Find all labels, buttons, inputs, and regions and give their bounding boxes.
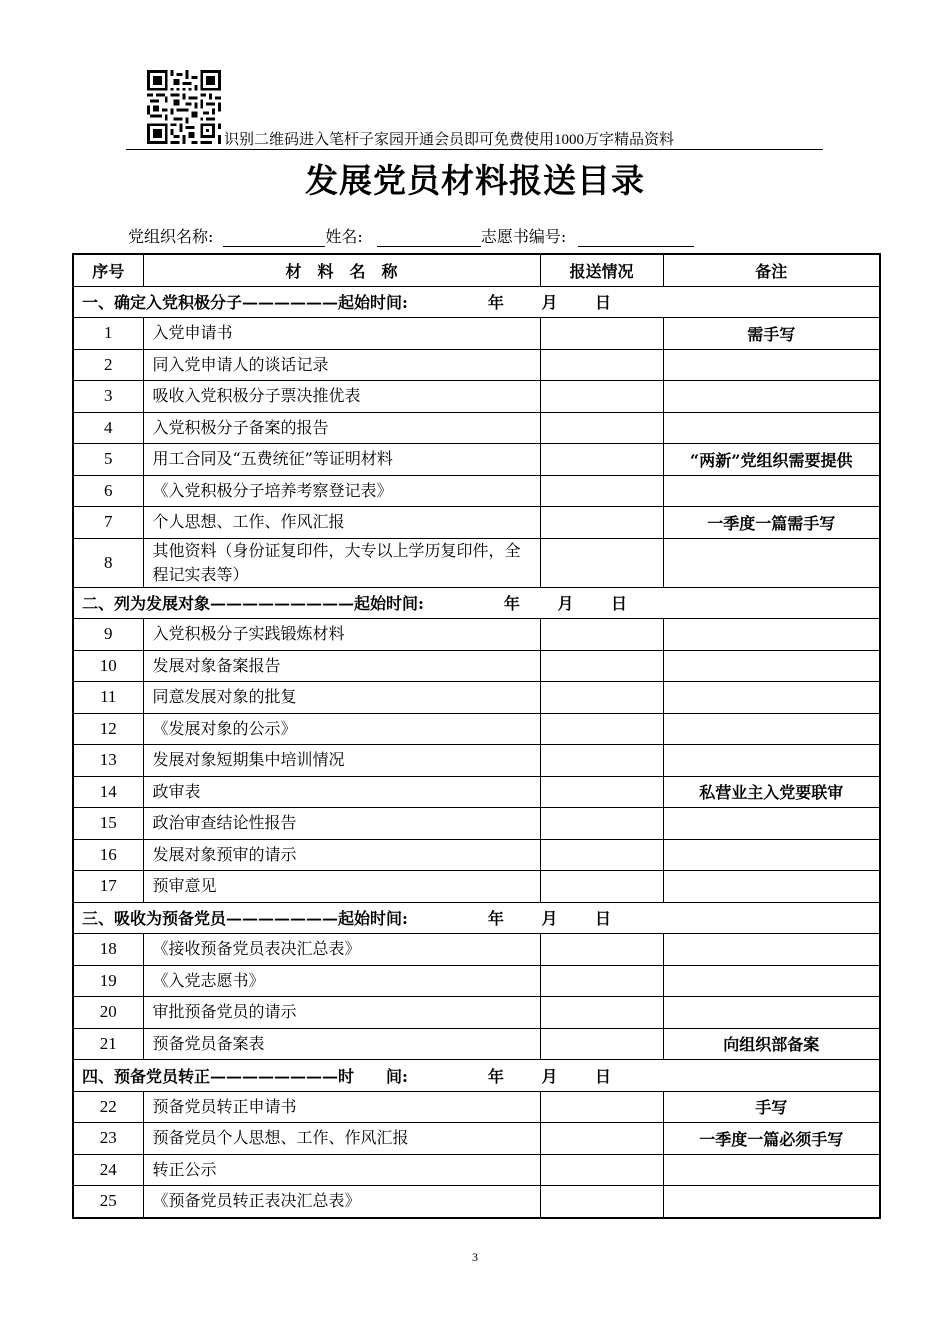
- row-number: 11: [73, 682, 143, 714]
- volunteer-label: 志愿书编号:: [480, 227, 567, 246]
- remark: [663, 412, 880, 444]
- remark: [663, 381, 880, 413]
- submission-status[interactable]: [540, 776, 663, 808]
- name-blank[interactable]: [377, 228, 481, 247]
- row-number: 20: [73, 997, 143, 1029]
- submission-status[interactable]: [540, 538, 663, 587]
- remark: “两新”党组织需要提供: [663, 444, 880, 476]
- submission-status[interactable]: [540, 1154, 663, 1186]
- submission-status[interactable]: [540, 682, 663, 714]
- section-row: [73, 1060, 880, 1092]
- remark: [663, 808, 880, 840]
- submission-status[interactable]: [540, 871, 663, 903]
- remark: 手写: [663, 1091, 880, 1123]
- remark: 一季度一篇必须手写: [663, 1123, 880, 1155]
- section-title: 一、确定入党积极分子——————起始时间: 年 月 日: [73, 286, 880, 318]
- row-number: 4: [73, 412, 143, 444]
- remark: [663, 682, 880, 714]
- table-row: [73, 745, 880, 777]
- material-name: 预备党员个人思想、工作、作风汇报: [143, 1123, 540, 1155]
- section-title: 二、列为发展对象—————————起始时间: 年 月 日: [73, 587, 880, 619]
- material-name: 《接收预备党员表决汇总表》: [143, 934, 540, 966]
- header-note: 备注: [663, 254, 880, 286]
- remark: [663, 934, 880, 966]
- row-number: 21: [73, 1028, 143, 1060]
- remark: [663, 839, 880, 871]
- remark: [663, 650, 880, 682]
- row-number: 13: [73, 745, 143, 777]
- material-name: 同入党申请人的谈话记录: [143, 349, 540, 381]
- material-name: 《发展对象的公示》: [143, 713, 540, 745]
- remark: 向组织部备案: [663, 1028, 880, 1060]
- remark: [663, 1154, 880, 1186]
- material-name: 入党申请书: [143, 318, 540, 350]
- table-row: [73, 965, 880, 997]
- material-name: 《预备党员转正表决汇总表》: [143, 1186, 540, 1218]
- header-material-name: 材 料 名 称: [143, 254, 540, 286]
- submission-status[interactable]: [540, 713, 663, 745]
- row-number: 16: [73, 839, 143, 871]
- org-blank[interactable]: [223, 228, 325, 247]
- row-number: 6: [73, 475, 143, 507]
- submission-status[interactable]: [540, 412, 663, 444]
- material-name: 政治审查结论性报告: [143, 808, 540, 840]
- table-row: [73, 318, 880, 350]
- submission-status[interactable]: [540, 619, 663, 651]
- material-name: 入党积极分子备案的报告: [143, 412, 540, 444]
- qr-code-icon: [147, 70, 221, 144]
- row-number: 23: [73, 1123, 143, 1155]
- remark: 私营业主入党要联审: [663, 776, 880, 808]
- table-row: [73, 682, 880, 714]
- submission-status[interactable]: [540, 1091, 663, 1123]
- submission-status[interactable]: [540, 965, 663, 997]
- material-name: 用工合同及“五费统征”等证明材料: [143, 444, 540, 476]
- row-number: 12: [73, 713, 143, 745]
- table-header-row: [73, 254, 880, 286]
- submission-status[interactable]: [540, 349, 663, 381]
- table-row: [73, 538, 880, 587]
- table-row: [73, 934, 880, 966]
- row-number: 19: [73, 965, 143, 997]
- materials-table: [72, 253, 881, 1219]
- submission-status[interactable]: [540, 808, 663, 840]
- submission-status[interactable]: [540, 381, 663, 413]
- table-row: [73, 871, 880, 903]
- table-row: [73, 839, 880, 871]
- remark: [663, 538, 880, 587]
- header-banner-text: 识别二维码进入笔杆子家园开通会员即可免费使用1000万字精品资料: [224, 132, 675, 148]
- submission-status[interactable]: [540, 318, 663, 350]
- table-row: [73, 776, 880, 808]
- submission-status[interactable]: [540, 1028, 663, 1060]
- remark: 一季度一篇需手写: [663, 507, 880, 539]
- table-row: [73, 1028, 880, 1060]
- material-name: 同意发展对象的批复: [143, 682, 540, 714]
- remark: [663, 713, 880, 745]
- header-no: 序号: [73, 254, 143, 286]
- remark: [663, 619, 880, 651]
- submission-status[interactable]: [540, 745, 663, 777]
- row-number: 3: [73, 381, 143, 413]
- header-divider: [126, 149, 823, 150]
- section-title: 三、吸收为预备党员———————起始时间: 年 月 日: [73, 902, 880, 934]
- remark: [663, 965, 880, 997]
- table-row: [73, 1186, 880, 1218]
- header-status: 报送情况: [540, 254, 663, 286]
- row-number: 22: [73, 1091, 143, 1123]
- material-name: 《入党志愿书》: [143, 965, 540, 997]
- row-number: 9: [73, 619, 143, 651]
- remark: [663, 871, 880, 903]
- material-name: 个人思想、工作、作风汇报: [143, 507, 540, 539]
- material-name: 发展对象短期集中培训情况: [143, 745, 540, 777]
- material-name: 审批预备党员的请示: [143, 997, 540, 1029]
- table-row: [73, 475, 880, 507]
- submission-status[interactable]: [540, 444, 663, 476]
- row-number: 25: [73, 1186, 143, 1218]
- table-row: [73, 1091, 880, 1123]
- section-row: [73, 286, 880, 318]
- form-meta-line: [128, 224, 694, 247]
- row-number: 5: [73, 444, 143, 476]
- table-row: [73, 1154, 880, 1186]
- table-row: [73, 808, 880, 840]
- submission-status[interactable]: [540, 1123, 663, 1155]
- row-number: 15: [73, 808, 143, 840]
- section-row: [73, 587, 880, 619]
- remark: [663, 475, 880, 507]
- material-name: 吸收入党积极分子票决推优表: [143, 381, 540, 413]
- table-row: [73, 381, 880, 413]
- org-label: 党组织名称:: [128, 227, 214, 246]
- submission-status[interactable]: [540, 650, 663, 682]
- row-number: 18: [73, 934, 143, 966]
- name-label: 姓名:: [325, 227, 363, 246]
- material-name: 预备党员转正申请书: [143, 1091, 540, 1123]
- table-row: [73, 1123, 880, 1155]
- material-name: 发展对象备案报告: [143, 650, 540, 682]
- row-number: 8: [73, 538, 143, 587]
- material-name: 预审意见: [143, 871, 540, 903]
- table-row: [73, 444, 880, 476]
- row-number: 24: [73, 1154, 143, 1186]
- page-title: 发展党员材料报送目录: [305, 161, 645, 200]
- material-name: 入党积极分子实践锻炼材料: [143, 619, 540, 651]
- material-name: 《入党积极分子培养考察登记表》: [143, 475, 540, 507]
- material-name: 其他资料（身份证复印件，大专以上学历复印件，全程记实表等）: [143, 538, 540, 587]
- submission-status[interactable]: [540, 1186, 663, 1218]
- submission-status[interactable]: [540, 507, 663, 539]
- row-number: 7: [73, 507, 143, 539]
- table-row: [73, 349, 880, 381]
- submission-status[interactable]: [540, 997, 663, 1029]
- page-number: 3: [472, 1250, 478, 1264]
- row-number: 10: [73, 650, 143, 682]
- material-name: 政审表: [143, 776, 540, 808]
- remark: [663, 349, 880, 381]
- material-name: 转正公示: [143, 1154, 540, 1186]
- table-row: [73, 619, 880, 651]
- remark: [663, 745, 880, 777]
- table-row: [73, 650, 880, 682]
- section-row: [73, 902, 880, 934]
- table-row: [73, 997, 880, 1029]
- submission-status[interactable]: [540, 839, 663, 871]
- row-number: 17: [73, 871, 143, 903]
- row-number: 14: [73, 776, 143, 808]
- material-name: 预备党员备案表: [143, 1028, 540, 1060]
- remark: [663, 1186, 880, 1218]
- submission-status[interactable]: [540, 934, 663, 966]
- table-row: [73, 507, 880, 539]
- volunteer-blank[interactable]: [578, 228, 694, 247]
- submission-status[interactable]: [540, 475, 663, 507]
- table-row: [73, 713, 880, 745]
- remark: [663, 997, 880, 1029]
- section-title: 四、预备党员转正————————时 间: 年 月 日: [73, 1060, 880, 1092]
- row-number: 1: [73, 318, 143, 350]
- material-name: 发展对象预审的请示: [143, 839, 540, 871]
- row-number: 2: [73, 349, 143, 381]
- remark: 需手写: [663, 318, 880, 350]
- table-row: [73, 412, 880, 444]
